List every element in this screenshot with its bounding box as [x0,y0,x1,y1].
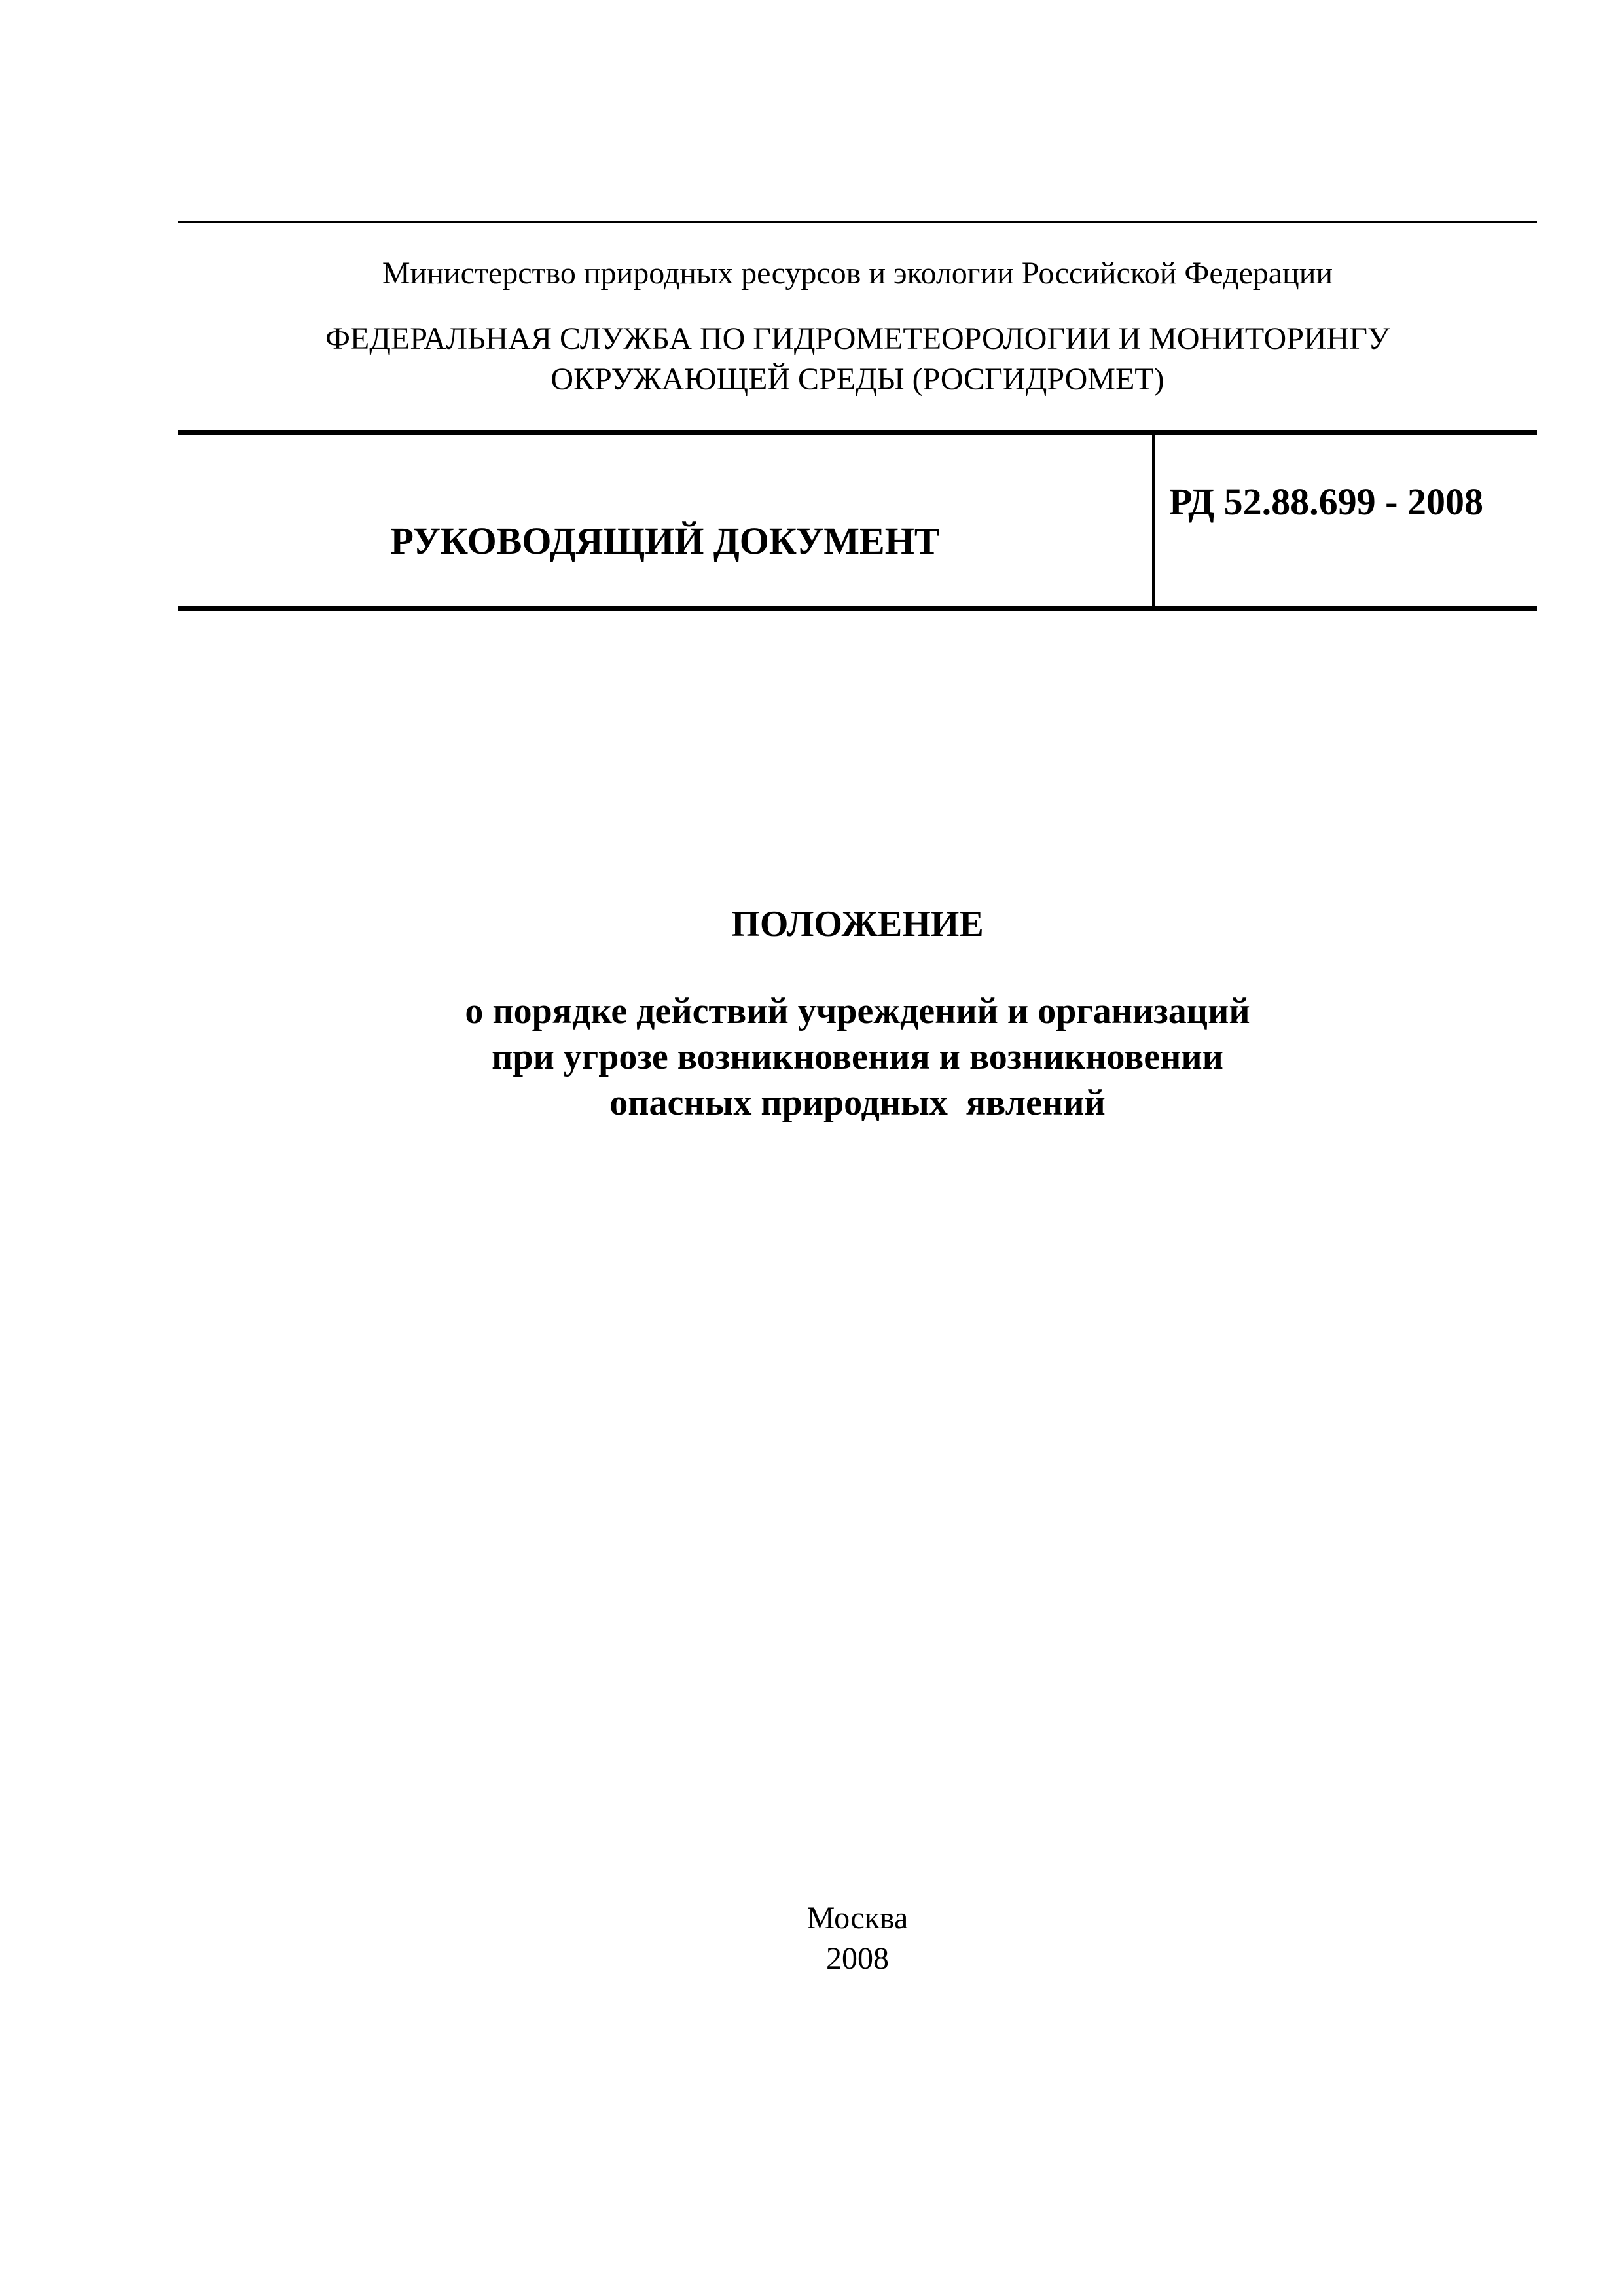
service-name [178,319,1537,400]
imprint [178,1898,1537,1979]
document-subtitle [178,988,1537,1126]
document-code: РД 52.88.699 - 2008 [1169,480,1483,523]
ministry-name: Министерство природных ресурсов и экологии Российской Федерации [382,256,1333,291]
document-title: ПОЛОЖЕНИЕ [731,904,984,944]
subtitle-line-2: при угрозе возникновения и возникновении [492,1037,1223,1077]
doc-block-bottom-border [178,606,1537,611]
service-name-line-2: ОКРУЖАЮЩЕЙ СРЕДЫ (РОСГИДРОМЕТ) [550,362,1164,397]
subtitle-line-1: о порядке действий учреждений и организаций [465,991,1250,1031]
doc-block-separator [1152,433,1155,609]
service-name-line-1: ФЕДЕРАЛЬНАЯ СЛУЖБА ПО ГИДРОМЕТЕОРОЛОГИИ И МОНИТОРИНГУ [325,321,1390,356]
subtitle-line-3: опасных природных явлений [609,1083,1106,1123]
doc-block-top-border [178,430,1537,435]
imprint-city: Москва [806,1901,909,1935]
top-divider [178,221,1537,223]
document-type: РУКОВОДЯЩИЙ ДОКУМЕНТ [390,520,940,562]
imprint-year: 2008 [826,1941,889,1976]
